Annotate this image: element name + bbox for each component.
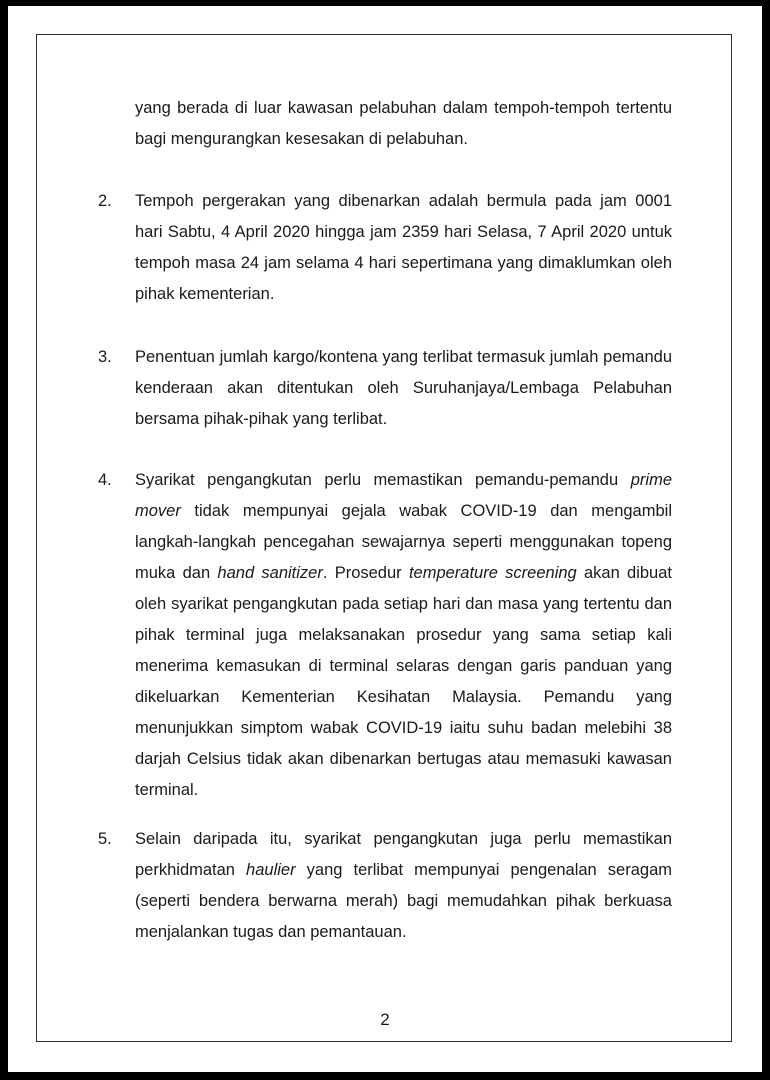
paragraph-number: 4. (98, 471, 112, 489)
italic-term-prime-mover: prime mover (135, 471, 672, 520)
paragraph-number: 2. (98, 192, 112, 210)
paragraph-text-segment: akan dibuat oleh syarikat pengangkutan pada setiap hari dan masa yang tertentu dan pihak terminal juga melaksanakan prosedur yang sama setiap kali menerima kemasukan di terminal selaras dengan garis panduan yang dikeluarkan Kementerian Kesihatan Malaysia. Pemandu yang menunjukkan simptom wabak COVID-19 iaitu suhu badan melebihi 38 darjah Celsius tidak akan dibenarkan bertugas atau memasuki kawasan terminal. (135, 564, 672, 799)
intro-paragraph: yang berada di luar kawasan pelabuhan dalam tempoh-tempoh tertentu bagi mengurangkan kesesakan di pelabuhan. (135, 99, 672, 148)
paragraph-text-segment: Selain daripada itu, syarikat pengangkutan juga perlu memastikan perkhidmatan (135, 830, 672, 879)
paragraph-text-segment: yang terlibat mempunyai pengenalan seragam (seperti bendera berwarna merah) bagi memudahkan pihak berkuasa menjalankan tugas dan pemantauan. (135, 861, 672, 941)
paragraph-text: Tempoh pergerakan yang dibenarkan adalah bermula pada jam 0001 hari Sabtu, 4 April 2020 hingga jam 2359 hari Selasa, 7 April 2020 untuk tempoh masa 24 jam selama 4 hari sepertimana yang dimaklumkan oleh pihak kementerian. (135, 192, 672, 303)
paragraph-text-segment: tidak mempunyai gejala wabak COVID-19 dan mengambil langkah-langkah pencegahan sewajarnya seperti menggunakan topeng muka dan (135, 502, 672, 582)
paragraph-3 (98, 342, 672, 435)
paragraph-4 (98, 465, 672, 806)
page-number: 2 (380, 1010, 390, 1029)
italic-term-temperature-screening: temperature screening (408, 564, 577, 582)
paragraph-2 (98, 186, 672, 310)
italic-term-hand-sanitizer: hand sanitizer (217, 564, 323, 582)
paragraph-text: Penentuan jumlah kargo/kontena yang terlibat termasuk jumlah pemandu kenderaan akan ditentukan oleh Suruhanjaya/Lembaga Pelabuhan bersama pihak-pihak yang terlibat. (135, 348, 672, 428)
italic-term-haulier: haulier (246, 861, 296, 879)
document-page (8, 6, 762, 1072)
paragraph-text-segment: . Prosedur (322, 564, 409, 582)
paragraph-5 (98, 824, 672, 948)
paragraph-number: 5. (98, 830, 112, 848)
paragraph-number: 3. (98, 348, 112, 366)
paragraph-text-segment: Syarikat pengangkutan perlu memastikan pemandu-pemandu (135, 471, 631, 489)
